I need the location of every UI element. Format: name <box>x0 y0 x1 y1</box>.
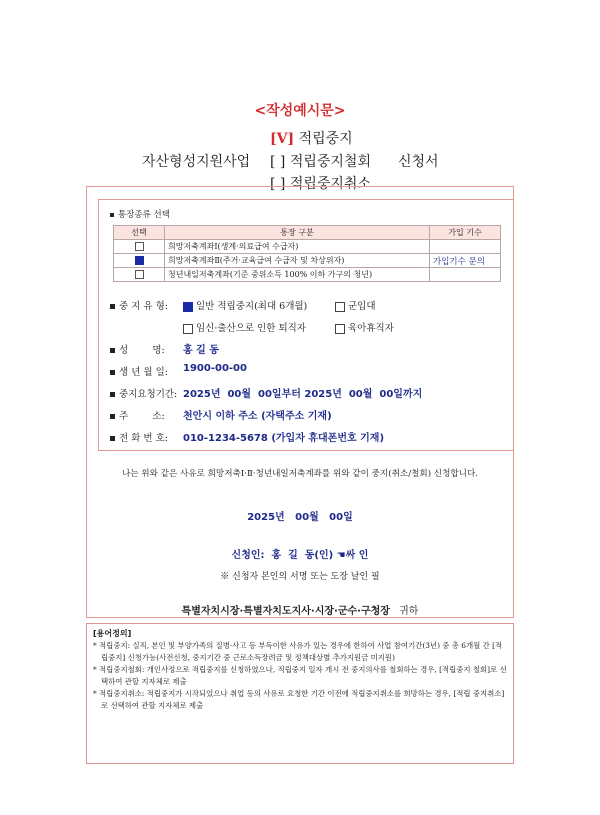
account-name: 청년내일저축계좌(기준 중위소득 100% 이하 가구의 청년) <box>165 268 430 282</box>
bullet-icon <box>110 414 115 419</box>
recipient-line <box>86 602 514 617</box>
form-suffix: 신청서 <box>398 154 439 170</box>
glossary-heading: [용어정의] <box>93 629 132 638</box>
account-term <box>430 240 501 254</box>
applicant-signature-line <box>86 546 514 561</box>
table-row <box>114 268 501 282</box>
address-field <box>110 408 165 422</box>
account-checkbox-3[interactable] <box>135 270 144 279</box>
account-checkbox-2[interactable] <box>135 256 144 265</box>
address-label: 주 소: <box>119 411 165 422</box>
stop-type-label: 중 지 유 형: <box>119 301 168 312</box>
phone-value[interactable]: 010-1234-5678 (가입자 휴대폰번호 기재) <box>183 433 385 444</box>
table-row <box>114 254 501 268</box>
stop-option-military[interactable]: 군입대 <box>335 298 376 312</box>
declaration-text: 나는 위와 같은 사유로 희망저축Ⅰ·Ⅱ·청년내일저축계좌를 위와 같이 중지(취소/철회) 신청합니다. <box>121 469 479 479</box>
table-row <box>114 240 501 254</box>
bullet-icon <box>110 392 115 397</box>
stop-type-row <box>110 298 168 312</box>
sign-here-icon: ☚싸 인 <box>336 550 369 561</box>
frame-divider <box>513 199 514 450</box>
stop-option-pregnancy[interactable]: 임신·출산으로 인한 퇴직자 <box>183 320 306 334</box>
bullet-icon <box>110 213 114 217</box>
birth-value[interactable]: 1900-00-00 <box>183 363 247 374</box>
stop-option-general[interactable]: 일반 적립중지(최대 6개월) <box>183 298 307 312</box>
option-stop-label: 적립중지 <box>298 131 353 147</box>
account-checkbox-1[interactable] <box>135 242 144 251</box>
account-section-heading: 통장종류 선택 <box>110 208 170 220</box>
glossary-item: * 적립중지취소: 적립중지가 시작되었으나 취업 등의 사유로 요청한 기간 이전에 적립중지취소를 희망하는 경우, [적립 중지취소]로 선택하여 관할 지자체로 제출 <box>93 689 505 710</box>
checkbox-icon[interactable] <box>335 324 345 334</box>
period-field <box>110 386 177 400</box>
recipient-name: 특별자치시장·특별자치도지사·시장·군수·구청장 <box>181 606 390 617</box>
option-withdraw-label: 적립중지철회 <box>289 154 371 170</box>
address-value[interactable]: 천안시 이하 주소 (자택주소 기재) <box>183 411 332 422</box>
signature-note: ※ 신청자 본인의 서명 또는 도장 날인 필 <box>220 572 380 582</box>
glossary-item: * 적립중지철회: 개인사정으로 적립중지를 신청하였으나, 적립중지 일자 개시 전 중지의사를 철회하는 경우, [적립중지 철회]로 선택하여 관할 지자체로 제출 <box>93 665 507 686</box>
column-header: 가입 기수 <box>430 226 501 240</box>
column-header: 통장 구분 <box>165 226 430 240</box>
checkbox-icon[interactable] <box>183 302 193 312</box>
option-stop-box[interactable]: [V] <box>270 131 295 147</box>
bullet-icon <box>110 436 115 441</box>
column-header: 선택 <box>114 226 165 240</box>
phone-field <box>110 430 168 444</box>
option-stop[interactable] <box>270 128 353 148</box>
glossary-item: * 적립중지: 실직, 본인 및 부양가족의 질병·사고 등 부득이한 사유가 있는 경우에 한하여 사업 참여기간(3년) 중 총 6개월 간 [적립중지] 신청가능(사전신청, 중지기간 중 근로소득장려금 및 정책대상별 추가지원금 미지원) <box>93 641 503 662</box>
application-date[interactable]: 2025년 00월 00일 <box>247 512 353 523</box>
checkbox-icon[interactable] <box>183 324 193 334</box>
example-title: <작성예시문> <box>254 103 346 119</box>
option-cancel-box[interactable]: [ ] <box>270 176 286 192</box>
birth-field <box>110 364 168 378</box>
checkbox-icon[interactable] <box>335 302 345 312</box>
account-name: 희망저축계좌Ⅱ(주거·교육급여 수급자 및 차상위자) <box>165 254 430 268</box>
option-cancel-label: 적립중지취소 <box>289 176 371 192</box>
glossary-box <box>86 623 514 764</box>
bullet-icon <box>110 348 115 353</box>
account-type-table <box>113 225 501 282</box>
period-value[interactable]: 2025년 00월 00일부터 2025년 00월 00일까지 <box>183 389 423 400</box>
name-field <box>110 342 165 356</box>
birth-label: 생 년 월 일: <box>119 367 168 378</box>
bullet-icon <box>110 370 115 375</box>
applicant-name[interactable]: 신청인: 홍 길 동(인) <box>231 550 334 561</box>
option-withdraw[interactable] <box>270 151 371 171</box>
bullet-icon <box>110 304 115 309</box>
name-value[interactable]: 홍 길 동 <box>183 345 219 356</box>
frame-divider <box>98 450 514 451</box>
account-term: 가입기수 문의 <box>430 254 501 268</box>
account-term <box>430 268 501 282</box>
recipient-suffix: 귀하 <box>399 606 419 617</box>
stop-option-childcare[interactable]: 육아휴직자 <box>335 320 394 334</box>
name-label: 성 명: <box>119 345 165 356</box>
period-label: 중지요청기간: <box>119 389 178 400</box>
program-name: 자산형성지원사업 <box>142 154 251 170</box>
account-name: 희망저축계좌Ⅰ(생계·의료급여 수급자) <box>165 240 430 254</box>
phone-label: 전 화 번 호: <box>119 433 168 444</box>
option-withdraw-box[interactable]: [ ] <box>270 154 286 170</box>
